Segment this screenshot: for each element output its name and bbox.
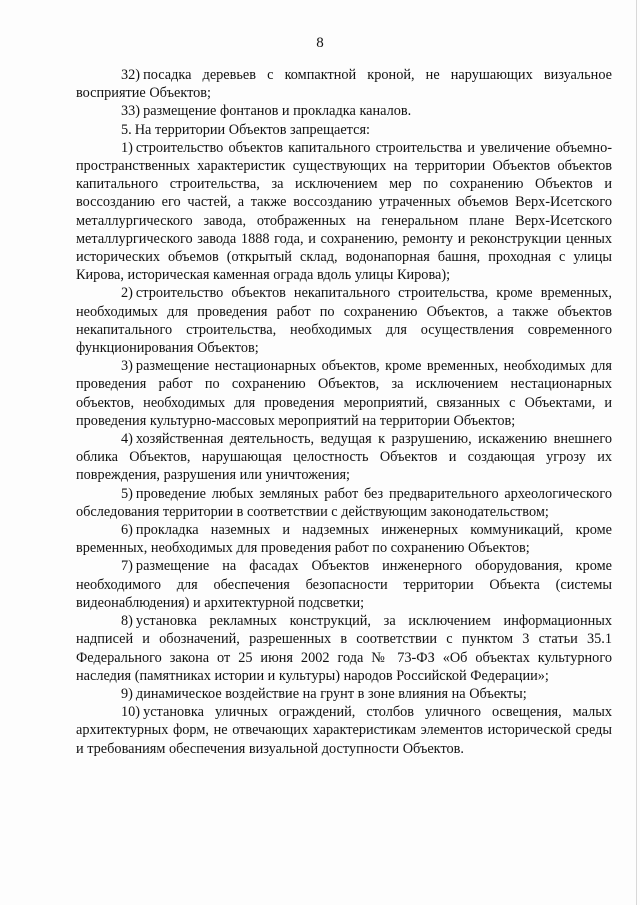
section-number: 5.	[121, 121, 132, 138]
item-text: размещение фонтанов и прокладка каналов.	[143, 103, 412, 120]
item-text: проведение любых земляных работ без предварительного археологического обследования территории в соответствии с действующим законодательством;	[76, 485, 612, 520]
list-item	[76, 521, 612, 557]
item-number: 8)	[121, 613, 133, 630]
list-item	[76, 430, 612, 485]
section-heading	[76, 121, 612, 139]
item-number: 33)	[121, 103, 141, 120]
list-item	[76, 139, 612, 285]
item-number: 3)	[121, 358, 133, 375]
item-number: 1)	[121, 139, 133, 156]
item-number: 2)	[121, 285, 133, 302]
item-number: 7)	[121, 558, 133, 575]
item-number: 5)	[121, 485, 133, 502]
item-number: 9)	[121, 685, 133, 702]
item-text: размещение нестационарных объектов, кроме временных, необходимых для проведения работ по сохранению Объектов, за исключением нестационарных объектов, необходимых для проведения мероприятий, связанных с Объектами, и проведения культурно-массовых мероприятий на территории Объектов;	[76, 358, 612, 429]
item-text: прокладка наземных и надземных инженерных коммуникаций, кроме временных, необходимых для проведения работ по сохранению Объектов;	[76, 522, 612, 557]
item-number: 6)	[121, 522, 133, 539]
item-text: установка уличных ограждений, столбов уличного освещения, малых архитектурных форм, не отвечающих характеристикам элементов исторической среды и требованиям обеспечения визуальной доступности Объектов.	[76, 704, 612, 757]
list-item	[76, 284, 612, 357]
list-item	[76, 357, 612, 430]
item-text: размещение на фасадах Объектов инженерного оборудования, кроме необходимого для обеспечения безопасности территории Объекта (системы видеонаблюдения) и архитектурной подсветки;	[76, 558, 612, 611]
scan-edge-line	[636, 0, 637, 905]
item-text: посадка деревьев с компактной кроной, не нарушающих визуальное восприятие Объектов;	[76, 67, 612, 102]
document-body	[76, 66, 612, 758]
list-item	[76, 102, 612, 120]
item-number: 10)	[121, 704, 141, 721]
list-item	[76, 485, 612, 521]
list-item	[76, 703, 612, 758]
item-number: 4)	[121, 431, 133, 448]
item-text: хозяйственная деятельность, ведущая к разрушению, искажению внешнего облика Объектов, нарушающая целостность Объектов и создающая угрозу их повреждения, разрушения или уничтожения;	[76, 431, 612, 484]
list-item	[76, 685, 612, 703]
section-text: На территории Объектов запрещается:	[134, 121, 370, 138]
page-number: 8	[316, 35, 324, 51]
list-item	[76, 612, 612, 685]
item-number: 32)	[121, 67, 141, 83]
item-text: установка рекламных конструкций, за исключением информационных надписей и обозначений, разрешенных в соответствии с пунктом 3 статьи 35.1 Федерального закона от 25 июня 2002 года № 73-ФЗ «Об объектах культурного наследия (памятниках истории и культуры) народов Российской Федерации»;	[76, 613, 612, 684]
list-item	[76, 66, 612, 102]
list-item	[76, 557, 612, 612]
item-text: строительство объектов некапитального строительства, кроме временных, необходимых для проведения работ по сохранению Объектов, а также объектов некапитального строительства, необходимых для осуществления современного функционирования Объектов;	[76, 285, 612, 357]
item-text: строительство объектов капитального строительства и увеличение объемно-пространственных характеристик существующих на территории Объектов объектов капитального строительства, за исключением мер по сохранению Объектов и воссозданию его частей, а также воссозданию утраченных объемов Верх-Исетского металлургического завода, отображенных на генеральном плане Верх-Исетского металлургического завода 1888 года, и сохранению, ремонту и реконструкции ценных исторических объемов (открытый склад, водонапорная башня, проходная с улицы Кирова, историческая каменная ограда вдоль улицы Кирова);	[76, 139, 612, 284]
item-text: динамическое воздействие на грунт в зоне влияния на Объекты;	[135, 685, 527, 702]
